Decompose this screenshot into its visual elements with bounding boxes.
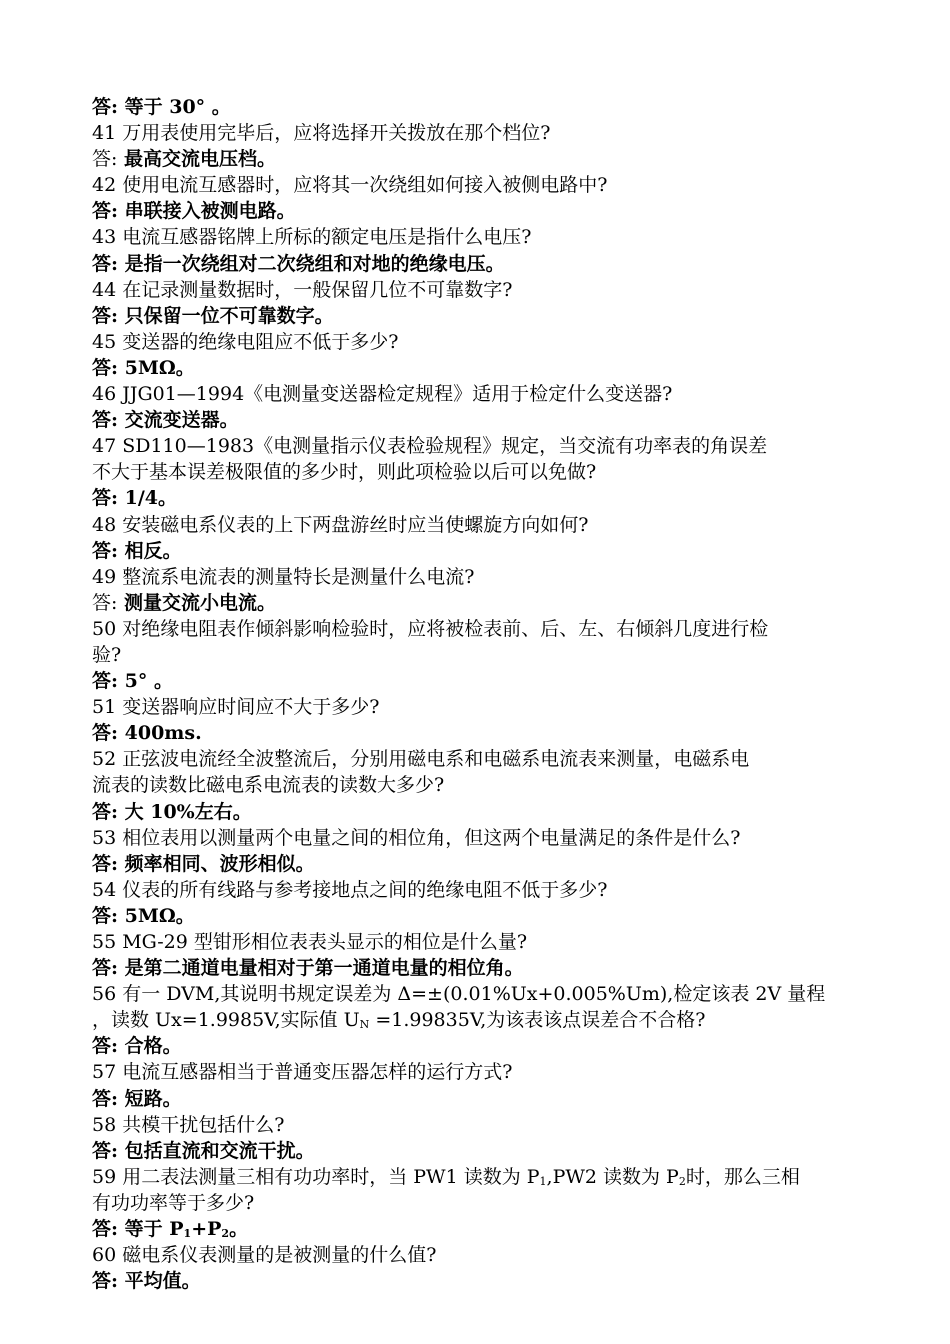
answer-label: 答: <box>92 1270 119 1293</box>
answer-text: 5° 。 <box>118 670 173 693</box>
question-line: 47 SD110—1983《电测量指示仪表检验规程》规定，当交流有功率表的角误差 <box>92 435 768 458</box>
answer-text: 大 10%左右。 <box>118 800 252 823</box>
question-line: 42 使用电流互感器时，应将其一次绕组如何接入被侧电路中? <box>92 174 608 197</box>
question-line: 41 万用表使用完毕后，应将选择开关拨放在那个档位? <box>92 122 551 145</box>
answer-label: 答: <box>92 1087 119 1110</box>
answer-line <box>92 251 862 277</box>
subscript: 2 <box>221 1227 230 1241</box>
answer-line <box>92 146 862 172</box>
answer-label: 答: <box>92 852 119 875</box>
answer-line <box>92 485 862 511</box>
answer-line <box>92 1086 862 1112</box>
answer-text: 合格。 <box>118 1035 182 1058</box>
answer-line <box>92 955 862 981</box>
answer-line <box>92 668 862 694</box>
question-line: 50 对绝缘电阻表作倾斜影响检验时，应将被检表前、后、左、右倾斜几度进行检 <box>92 617 769 640</box>
question-line: 44 在记录测量数据时，一般保留几位不可靠数字? <box>92 278 513 301</box>
answer-text: 交流变送器。 <box>118 409 239 432</box>
answer-label: 答: <box>92 1035 119 1058</box>
question-line: 流表的读数比磁电系电流表的读数大多少? <box>92 774 445 797</box>
answer-label: 答: <box>92 409 119 432</box>
answer-label: 答: <box>92 722 119 745</box>
answer-text: 测量交流小电流。 <box>117 591 277 614</box>
question-line: 43 电流互感器铭牌上所标的额定电压是指什么电压? <box>92 226 532 249</box>
answer-label: 答: <box>92 1218 119 1241</box>
answer-line <box>92 1138 862 1164</box>
answer-label: 答: <box>92 800 119 823</box>
question-line: 56 有一 DVM,其说明书规定误差为 Δ=±(0.01%Ux+0.005%Um),检定该表 2V 量程 <box>92 983 826 1006</box>
question-line: 46 JJG01—1994《电测量变送器检定规程》适用于检定什么变送器? <box>92 383 673 406</box>
answer-label: 答: <box>92 539 119 562</box>
answer-text: 平均值。 <box>118 1270 201 1293</box>
answer-text: 1/4。 <box>118 487 178 510</box>
answer-text: 频率相同、波形相似。 <box>118 852 315 875</box>
answer-label: 答: <box>92 304 119 327</box>
answer-line <box>92 198 862 224</box>
question-line: 55 MG-29 型钳形相位表表头显示的相位是什么量? <box>92 931 528 953</box>
answer-text: 5MΩ。 <box>118 904 195 927</box>
answer-text: 是第二通道电量相对于第一通道电量的相位角。 <box>118 957 524 980</box>
answer-label: 答: <box>92 1139 119 1162</box>
answer-text: 包括直流和交流干扰。 <box>118 1139 315 1162</box>
question-line: 验? <box>92 643 122 666</box>
question-line: 不大于基本误差极限值的多少时，则此项检验以后可以免做? <box>92 461 597 484</box>
question-line: 59 用二表法测量三相有功功率时，当 PW1 读数为 $P_1,PW2$ 读数为 $P_2$时，那么三相 <box>92 1165 800 1188</box>
answer-text: 串联接入被测电路。 <box>118 200 296 223</box>
subscript: 2 <box>678 1174 686 1188</box>
answer-line <box>92 590 862 616</box>
answer-line <box>92 407 862 433</box>
answer-text: 400ms. <box>118 722 202 745</box>
answer-text: 只保留一位不可靠数字。 <box>118 304 334 327</box>
answer-line <box>92 799 862 825</box>
question-line: 58 共模干扰包括什么? <box>92 1113 285 1136</box>
subscript: 1 <box>539 1174 547 1188</box>
subscript: N <box>359 1018 370 1032</box>
answer-label: 答: <box>92 96 119 118</box>
answer-text: 相反。 <box>118 539 182 562</box>
answer-line <box>92 851 862 877</box>
answer-text: 短路。 <box>118 1087 182 1110</box>
answer-text: 5MΩ。 <box>118 356 195 379</box>
answer-label: 答: <box>92 670 119 693</box>
answer-text: 是指一次绕组对二次绕组和对地的绝缘电压。 <box>118 252 505 275</box>
question-line: 57 电流互感器相当于普通变压器怎样的运行方式? <box>92 1061 513 1084</box>
answer-line <box>92 1033 862 1059</box>
subscript: 1 <box>183 1227 192 1241</box>
question-line: 45 变送器的绝缘电阻应不低于多少? <box>92 330 399 353</box>
answer-label: 答: <box>92 200 119 223</box>
question-line: 54 仪表的所有线路与参考接地点之间的绝缘电阻不低于多少? <box>92 878 608 901</box>
answer-line <box>92 303 862 329</box>
answer-text: 最高交流电压档。 <box>117 148 277 171</box>
question-line: 52 正弦波电流经全波整流后，分别用磁电系和电磁系电流表来测量，电磁系电 <box>92 748 750 771</box>
answer-line <box>92 720 862 746</box>
answer-label: 答: <box>92 957 119 980</box>
question-line: 48 安装磁电系仪表的上下两盘游丝时应当使螺旋方向如何? <box>92 513 589 536</box>
question-line: 有功功率等于多少? <box>92 1191 255 1214</box>
answer-label: 答: <box>92 356 119 379</box>
answer-line <box>92 94 862 120</box>
answer-line <box>92 1268 862 1294</box>
question-line: 49 整流系电流表的测量特长是测量什么电流? <box>92 565 475 588</box>
answer-line <box>92 903 862 929</box>
question-line: ，读数 Ux=1.9985V,实际值 $U_N =1.99835V$,为该表该点误差合不合格? <box>92 1009 706 1032</box>
answer-line <box>92 538 862 564</box>
answer-text: 等于 30° 。 <box>118 96 231 118</box>
question-line: 60 磁电系仪表测量的是被测量的什么值? <box>92 1244 437 1267</box>
answer-label: 答: <box>92 904 119 927</box>
answer-label: 答: <box>92 591 118 614</box>
question-line: 53 相位表用以测量两个电量之间的相位角，但这两个电量满足的条件是什么? <box>92 826 741 849</box>
answer-label: 答: <box>92 148 118 171</box>
answer-line: 答: 等于 $P_1+P_2$。 <box>92 1218 249 1241</box>
answer-label: 答: <box>92 252 119 275</box>
answer-label: 答: <box>92 487 119 510</box>
answer-line <box>92 355 862 381</box>
question-line: 51 变送器响应时间应不大于多少? <box>92 696 380 719</box>
